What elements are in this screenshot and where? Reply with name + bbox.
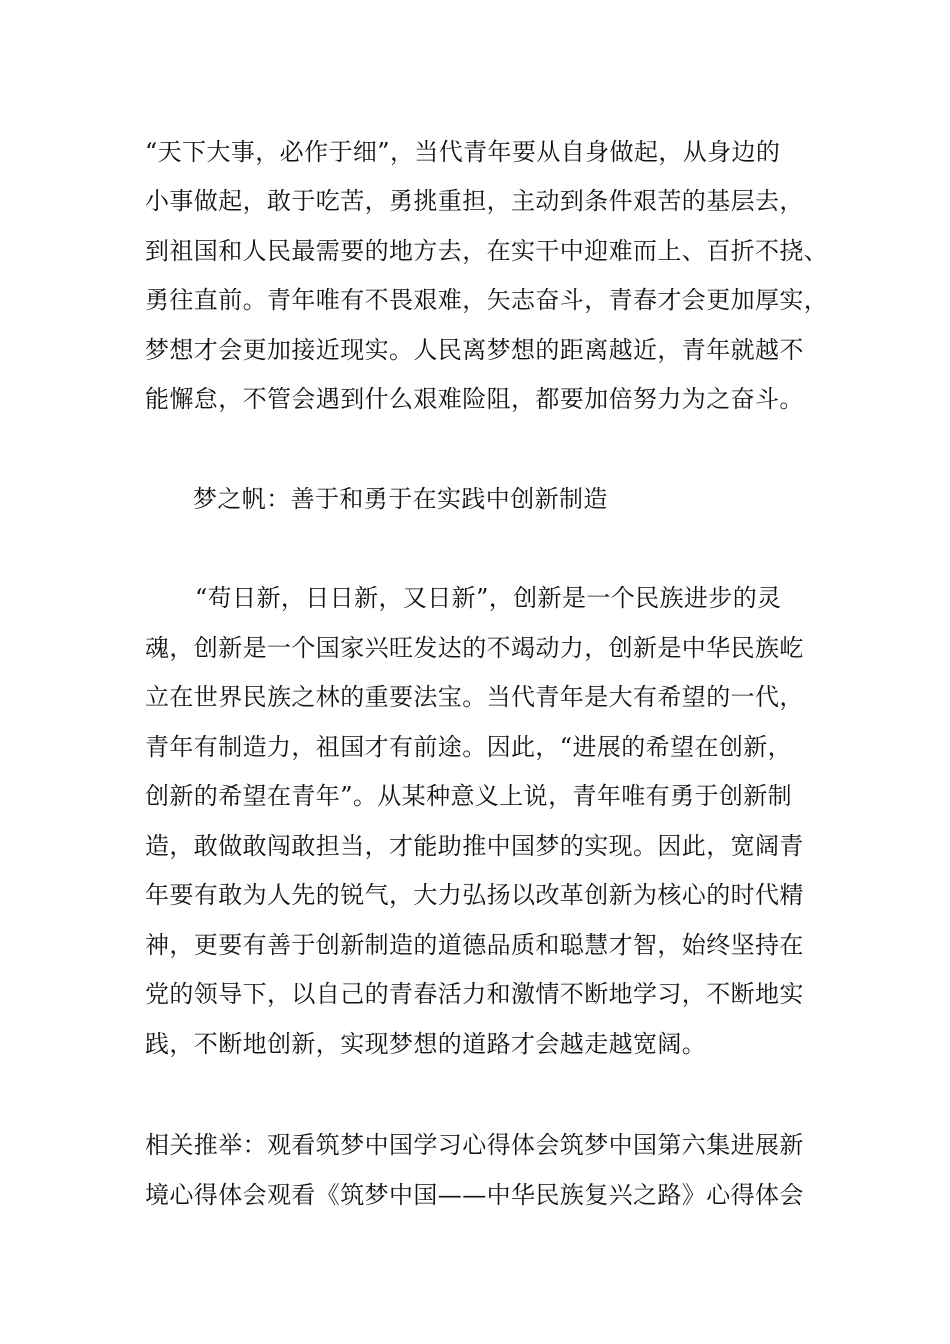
- paragraph-1-line: 梦想才会更加接近现实。人民离梦想的距离越近，青年就越不: [145, 336, 804, 364]
- paragraph-2-line: 创新的希望在青年”。从某种意义上说，青年唯有勇于创新制: [145, 782, 793, 810]
- paragraph-2-line: 魂，创新是一个国家兴旺发达的不竭动力，创新是中华民族屹: [145, 634, 804, 662]
- paragraph-2-line: 党的领导下，以自己的青春活力和激情不断地学习，不断地实: [145, 980, 804, 1008]
- paragraph-1-line: 能懈怠，不管会遇到什么艰难险阻，都要加倍努力为之奋斗。: [145, 385, 804, 413]
- paragraph-2-line: 造，敢做敢闯敢担当，才能助推中国梦的实现。因此，宽阔青: [145, 832, 804, 860]
- paragraph-1-line: 小事做起，敢于吃苦，勇挑重担，主动到条件艰苦的基层去，: [145, 187, 804, 215]
- section-heading: 梦之帆：善于和勇于在实践中创新制造: [193, 485, 608, 513]
- paragraph-1-line: 勇往直前。青年唯有不畏艰难，矢志奋斗，青春才会更加厚实，: [145, 286, 829, 314]
- paragraph-2-line: 年要有敢为人先的锐气，大力弘扬以改革创新为核心的时代精: [145, 881, 804, 909]
- paragraph-2-line: “苟日新，日日新，又日新”，创新是一个民族进步的灵: [195, 584, 782, 612]
- related-line: 相关推举：观看筑梦中国学习心得体会筑梦中国第六集进展新: [145, 1131, 804, 1159]
- related-line: 境心得体会观看《筑梦中国——中华民族复兴之路》心得体会: [145, 1181, 804, 1209]
- paragraph-2-line: 立在世界民族之林的重要法宝。当代青年是大有希望的一代，: [145, 683, 804, 711]
- paragraph-2-line: 神，更要有善于创新制造的道德品质和聪慧才智，始终坚持在: [145, 931, 804, 959]
- paragraph-2-line: 践，不断地创新，实现梦想的道路才会越走越宽阔。: [145, 1030, 707, 1058]
- paragraph-1-line: 到祖国和人民最需要的地方去，在实干中迎难而上、百折不挠、: [145, 237, 829, 265]
- paragraph-1-line: “天下大事，必作于细”，当代青年要从自身做起，从身边的: [145, 138, 781, 166]
- paragraph-2-line: 青年有制造力，祖国才有前途。因此，“进展的希望在创新，: [145, 733, 793, 761]
